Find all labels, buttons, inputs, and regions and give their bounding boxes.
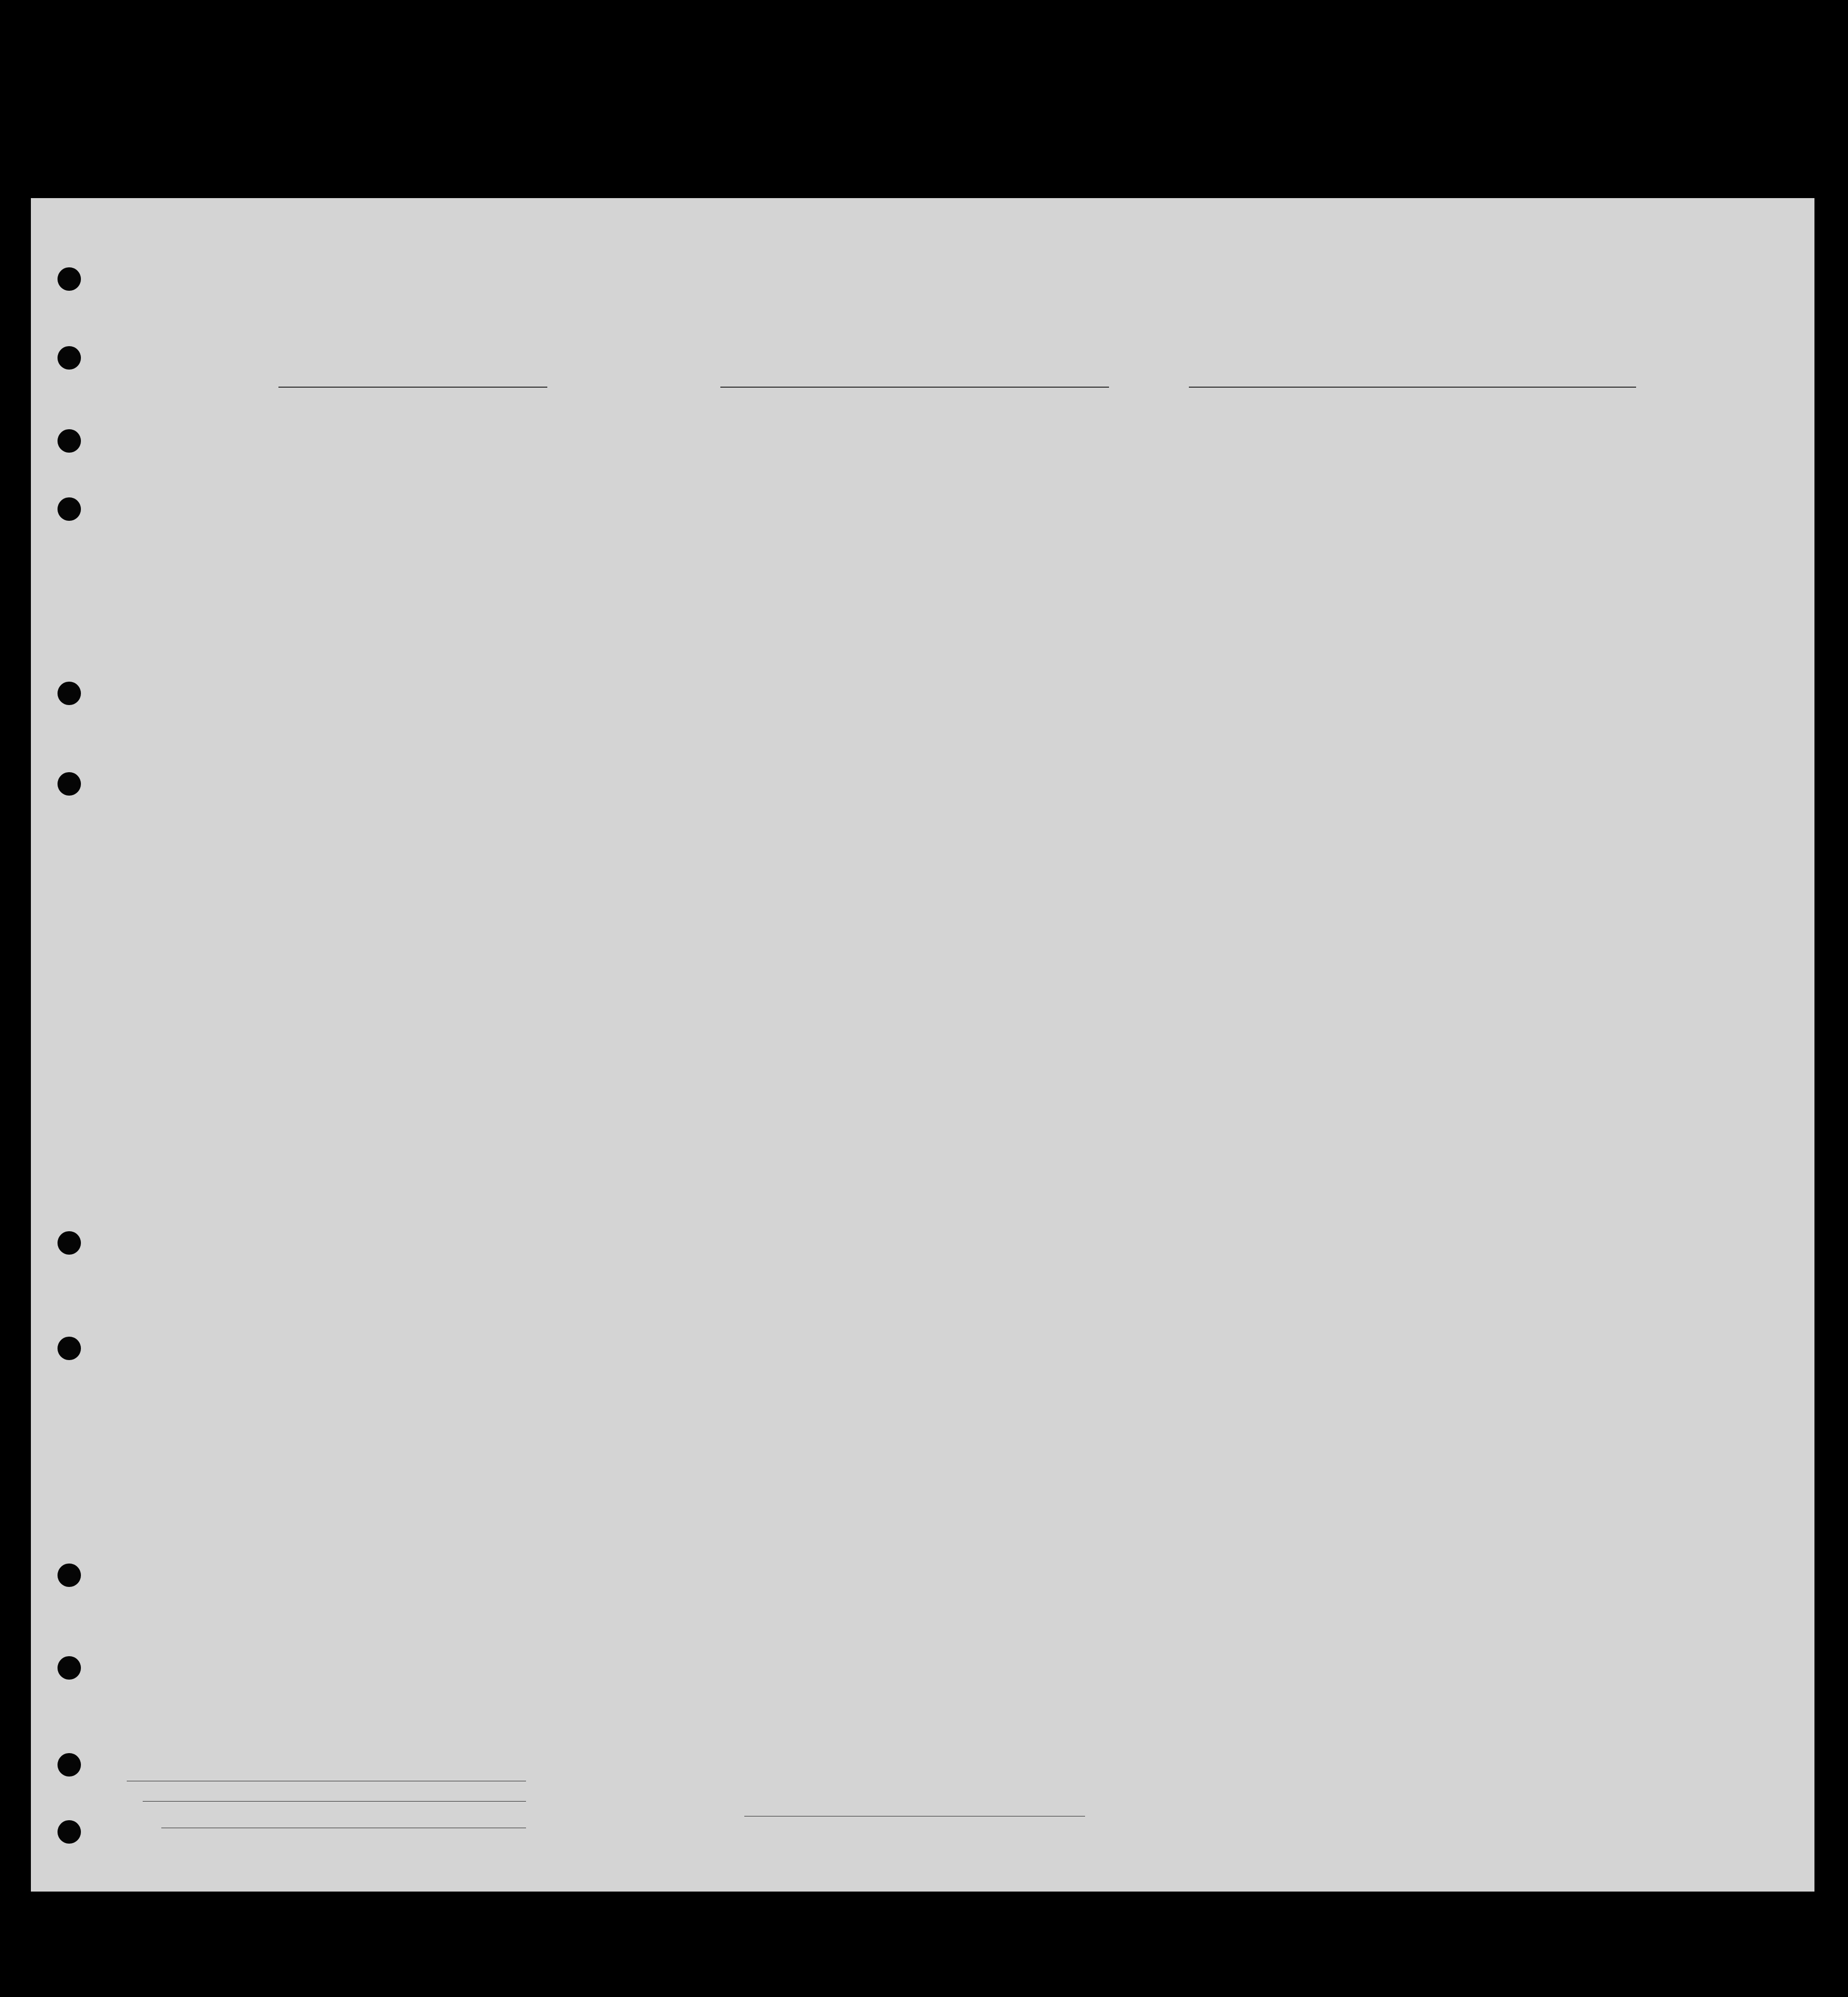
table-grid xyxy=(31,198,1814,1892)
manifest-sheet xyxy=(31,198,1814,1892)
